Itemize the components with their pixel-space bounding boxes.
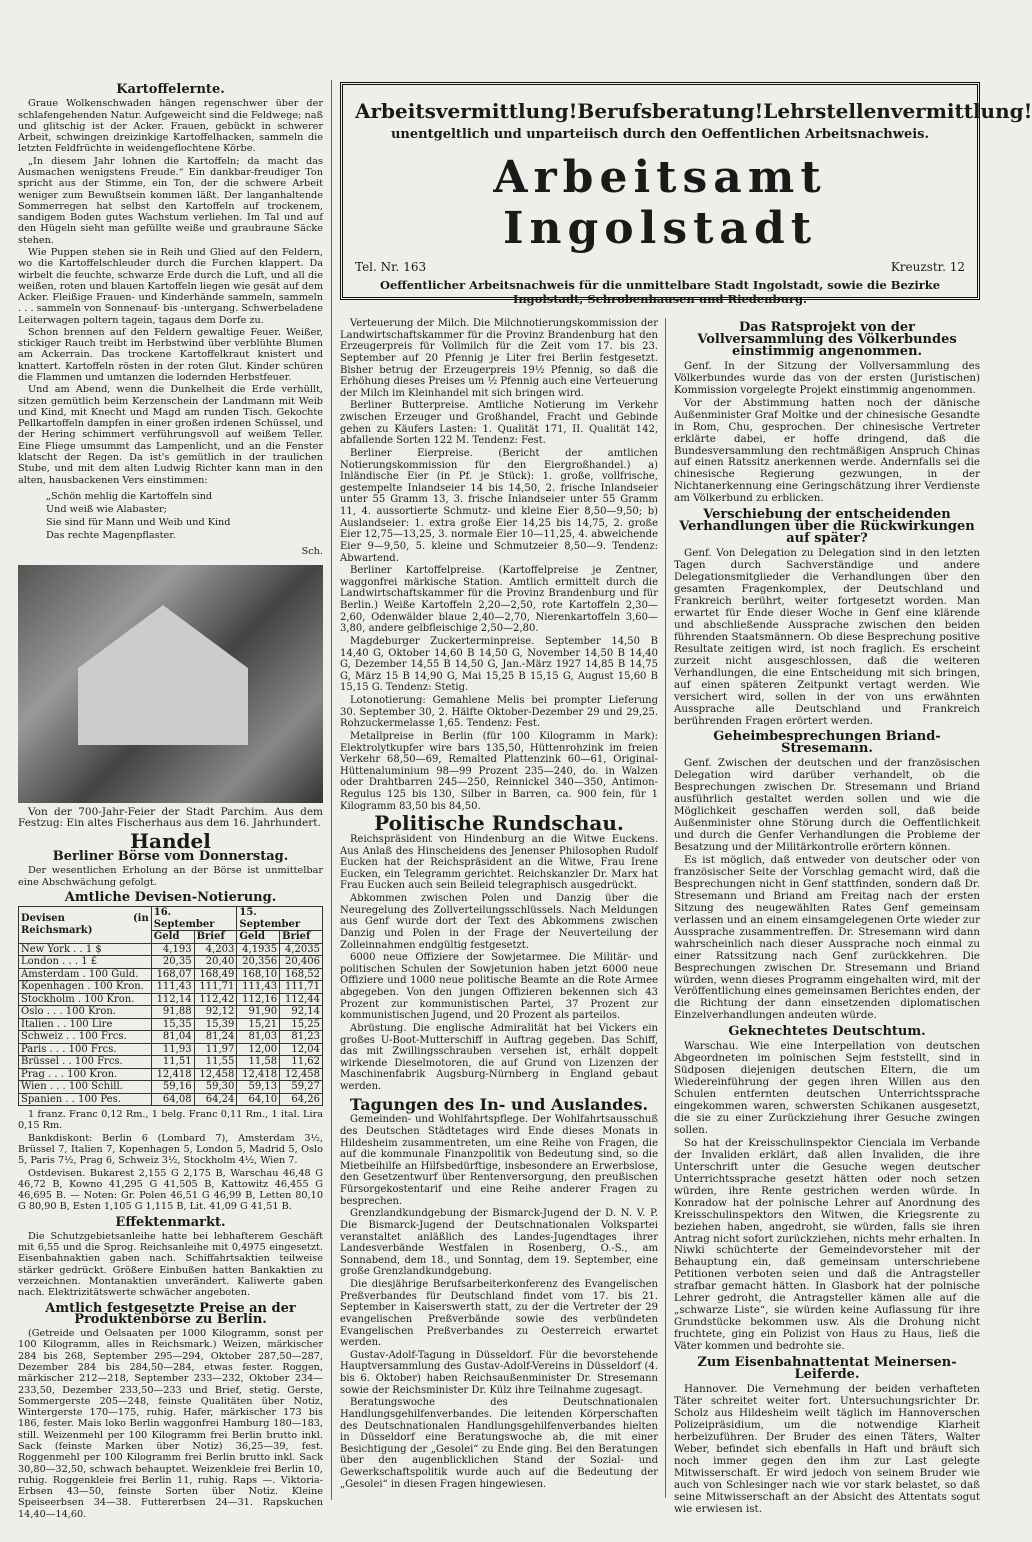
paragraph: Magdeburger Zuckerterminpreise. September 14,50 B 14,40 G, Oktober 14,60 B 14,50 G, November 14,50 B 14,40 G, Dezember 14,55 B 14,50 G, Jan.-März 1927 14,85 B 14,75 G, März 15 B 14,90 G, Mai 15,25 B 15,15 G, August 15,60 B 15,15 G. Tendenz: Stetig. [340,635,658,694]
paragraph: „In diesem Jahr lohnen die Kartoffeln; da macht das Ausmachen wenigstens Freude.“ Ein dankbar-freudiger Ton spricht aus der Stimme, ein Ton, der die schwere Arbeit weniger zum Bewußtsein kommen läßt. Der langanhaltende Sommerregen hat selbst den Kartoffeln auf trockenem, sandigem Boden gutes Wachstum verliehen. Im Tal und auf den Hügeln sieht man gefüllte weiße und graubraune Säcke stehen. [18,155,323,246]
table-header: Brief [194,931,237,944]
table-cell: 11,58 [237,1056,280,1069]
poem-line: Sie sind für Mann und Weib und Kind [46,516,231,528]
table-cell: 64,10 [237,1093,280,1106]
table-row [19,943,323,956]
table-cell: Italien . . 100 Lire [19,1018,152,1031]
devisen-table [18,906,323,1106]
paragraph: Gemeinden- und Wohlfahrtspflege. Der Wohlfahrtsausschuß des Deutschen Städtetages wird Ende dieses Monats in Hildesheim zusammentreten, um eine Reihe von Fragen, die auf die kommunale Finanzpolitik von Bedeutung sind, so die Mietbeihilfe an Hilfsbedürftige, insbesondere an Erwerbslose, den Gesetzentwurf über Rentenversorgung, den preußischen Fürsorgekostentarif und eine Reihe anderer Fragen zu besprechen. [340,1114,658,1207]
paragraph: Abkommen zwischen Polen und Danzig über die Neuregelung des Zollverteilungsschlüssels. Nach Meldungen aus Genf wurde dort der Text des Abkommens zwischen Danzig und Polen in der Frage der Neuverteilung der Zolleinnahmen endgültig festgesetzt. [340,893,658,951]
table-body [19,943,323,1106]
paragraph: Vor der Abstimmung hatten noch der dänische Außenminister Graf Moltke und der chinesische Gesandte in Rom, Chu, gesprochen. Der chinesische Vertreter erklärte dabei, er hoffe dringend, daß die Bundesversammlung den rechtmäßigen Anspruch Chinas auf einen Ratssitz anerkennen werde. Andernfalls sei die chinesische Regierung gezwungen, in der Nichtanerkennung eine Geringschätzung ihrer Verdienste am Völkerbund zu erblicken. [674,396,980,505]
paragraph: Abrüstung. Die englische Admiralität hat bei Vickers ein großes U-Boot-Mutterschiff in Auftrag gegeben. Das Schiff, das mit Zwillingsschrauben versehen ist, erhält doppelt wirkende Dieselmotoren, die auf Grund von Lizenzen der Maschinenfabrik Augsburg-Nürnberg in England gebaut werden. [340,1022,658,1092]
paragraph: (Getreide und Oelsaaten per 1000 Kilogramm, sonst per 100 Kilogramm, alles in Reichsmark.) Weizen, märkischer 284 bis 268, September 295—294, Oktober 287,50—287, Dezember 284 bis 284,50—284, etwas fester. Roggen, märkischer 212—218, September 233—232, Oktober 234—233,50, Dezember 233,50—233 und Brief, stetig. Gerste, Sommergerste 205—248, feinste Qualitäten über Notiz, Wintergerste 170—175, ruhig. Hafer, märkischer 173 bis 186, fester. Mais loko Berlin waggonfrei Hamburg 180—183, still. Weizenmehl per 100 Kilogramm frei Berlin brutto inkl. Sack (feinste Marken über Notiz) 36,25—39, fest. Roggenmehl per 100 Kilogramm frei Berlin brutto inkl. Sack 30,80—32,50, schwach behauptet. Weizenkleie frei Berlin 10, ruhig. Roggenkleie frei Berlin 11, ruhig. Raps —. Viktoria-Erbsen 43—50, feinste Sorten über Notiz. Kleine Speiseerbsen 34—38. Futtererbsen 24—31. Rapskuchen 14,40—14,60. [18,1328,323,1520]
paragraph: Grenzlandkundgebung der Bismarck-Jugend der D. N. V. P. Die Bismarck-Jugend der Deutschnationalen Volkspartei veranstaltet anläßlich des Landes-Jugendtages ihrer Landesverbände Westfalen in Rosenberg, O.-S., am Sonnabend, dem 18., und Sonntag, dem 19. September, eine große Grenzlandkundgebung. [340,1208,658,1278]
paragraph: Beratungswoche des Deutschnationalen Handlungsgehilfenverbandes. Die leitenden Körperschaften des Deutschnationalen Handlungsgehilfenverbandes hielten in Düsseldorf eine Beratungswoche ab, die mit einer Besichtigung der „Gesolei“ zu Ende ging. Bei den Beratungen über den augenblicklichen Stand der Sozial- und Gewerkschaftspolitik wurde auch auf die Bedeutung der „Gesolei“ in diesen Fragen hingewiesen. [340,1397,658,1490]
column-right [674,318,980,1516]
column-middle [340,318,658,1491]
section-title-politische-rundschau: Politische Rundschau. [374,811,624,836]
article-title-eisenbahnattentat: Zum Eisenbahnattentat Meinersen-Leiferde. [697,1355,957,1383]
table-cell: 112,42 [194,993,237,1006]
table-cell: 91,88 [151,1006,194,1019]
table-cell: 168,49 [194,968,237,981]
table-cell: 168,10 [237,968,280,981]
table-cell: Wien . . . 100 Schill. [19,1081,152,1094]
paragraph: Berliner Kartoffelpreise. (Kartoffelpreise je Zentner, waggonfrei märkische Station. Amtlich ermittelt durch die Landwirtschaftskammer für die Provinz Brandenburg und für Berlin.) Weiße Kartoffeln 2,20—2,50, rote Kartoffeln 2,30—2,60, Odenwälder blaue 2,40—2,70, Nierenkartoffeln 3,60—3,80, andere gelbfleischige 2,50—2,80. [340,565,658,635]
table-row [19,956,323,969]
table-cell: 4,1935 [237,943,280,956]
paragraph: Die diesjährige Berufsarbeiterkonferenz des Evangelischen Preßverbandes für Deutschland findet vom 17. bis 21. September in Kaiserswerth statt, zu der die Vertreter der 29 evangelischen Preßverbände sowie des verbündeten Evangelischen Preßverbandes zu Oesterreich erwartet werden. [340,1279,658,1349]
section-title-handel: Handel [130,828,211,853]
table-cell: 12,00 [237,1043,280,1056]
paragraph: Hannover. Die Vernehmung der beiden verhafteten Täter schreitet weiter fort. Untersuchungsrichter Dr. Scholz aus Hildesheim weilt täglich im Hannoverschen Polizeipräsidium, um die notwendige Klarheit herbeizuführen. Der Bruder des einen Täters, Walter Weber, befindet sich ebenfalls in Haft und bräuft sich noch immer gegen den ihm zur Last gelegte Mitwisserschaft. Er wird jedoch von seinem Bruder wie auch von Schlesinger nach wie vor stark belastet, so daß seine Mitwisserschaft an der Absicht des Attentats sogut wie erwiesen ist. [674,1382,980,1515]
article-title-effekten: Effektenmarkt. [115,1214,226,1230]
table-row [19,981,323,994]
article-title-verschiebung: Verschiebung der entscheidenden Verhandlungen über die Rückwirkungen auf später? [679,507,975,547]
table-row [19,1068,323,1081]
paragraph: Verteuerung der Milch. Die Milchnotierungskommission der Landwirtschaftskammer für die Provinz Brandenburg hat den Erzeugerpreis für Vollmilch für die Zeit vom 17. bis 23. September auf 20 Pfennig je Liter frei Berlin festgesetzt. Bisher betrug der Erzeugerpreis 19½ Pfennig, so daß die Erhöhung dieses Preises um ½ Pfennig auch eine Verteuerung der Milch im Kleinhandel mit sich bringen wird. [340,318,658,399]
signature: Sch. [301,545,323,557]
table-cell: 59,16 [151,1081,194,1094]
table-row [19,1081,323,1094]
table-cell: 15,39 [194,1018,237,1031]
table-row [19,993,323,1006]
table-cell: 112,44 [280,993,323,1006]
paragraph: Warschau. Wie eine Interpellation von deutschen Abgeordneten im polnischen Sejm feststellt, sind in Südposen diejenigen deutschen Eltern, die um Wiedereinführung der gegen ihren Willen aus den Schulen entfernten deutschen Unterrichtssprache eingekommen waren, schwersten Schikanen ausgesetzt, die sie zu einer Zurückziehung ihrer Gesuche zwingen sollen. [674,1040,980,1136]
table-cell: Schweiz . . 100 Frcs. [19,1031,152,1044]
paragraph: 6000 neue Offiziere der Sowjetarmee. Die Militär- und politischen Schulen der Sowjetunion haben jetzt 6000 neue Offiziere und 1000 neue politische Beamte an die Rote Armee abgegeben. Von den jungen Offizieren bekennen sich 43 Prozent zur kommunistischen Partei, 37 Prozent zur kommunistischen Jugend, und 20 Prozent als parteilos. [340,952,658,1022]
table-header: Devisen (in Reichsmark) [19,907,152,944]
table-cell: 4,203 [194,943,237,956]
table-cell: 20,356 [237,956,280,969]
column-left [18,80,323,1521]
table-cell: 112,14 [151,993,194,1006]
poem [46,490,323,542]
paragraph: Graue Wolkenschwaden hängen regenschwer über der schlafengehenden Natur. Aufgeweicht sind die Feldwege; naß und glitschig ist der Acker. Frauen, gebückt in schwerer Arbeit, schwingen dreizinkige Kartoffelhacken, sammeln die letzten Feldfrüchte in weidengeflochtene Körbe. [18,98,323,155]
table-cell: 15,21 [237,1018,280,1031]
paragraph: Metallpreise in Berlin (für 100 Kilogramm in Mark): Elektrolytkupfer wire bars 135,50, Hüttenrohzink im freien Verkehr 68,50—69, Remalted Plattenzink 60—61, Original-Hüttenaluminium 98—99 Prozent 235—240, do. in Walzen oder Drahtbarren 245—250, Reinnickel 340—350, Antimon-Regulus 125 bis 130, Silber in Barren, ca. 900 fein, für 1 Kilogramm 83,50 bis 84,50. [340,730,658,812]
table-cell: 64,26 [280,1093,323,1106]
table-header: 16. September [151,907,237,931]
table-cell: 12,458 [194,1068,237,1081]
ad-subline: unentgeltlich und unparteiisch durch den Oeffentlichen Arbeitsnachweis. [390,127,929,142]
table-cell: 12,458 [280,1068,323,1081]
table-cell: 20,406 [280,956,323,969]
paragraph: Genf. In der Sitzung der Vollversammlung des Völkerbundes wurde das von der ersten (Juristischen) Kommission vorgelegte Projekt einstimmig angenommen. [674,359,980,396]
table-cell: 64,24 [194,1093,237,1106]
paragraph: So hat der Kreisschulinspektor Cienciala im Verbande der Invaliden erklärt, daß allen Invaliden, die ihre Unterschrift unter die Gesuche wegen deutscher Unterrichtssprache gesetzt hätten oder noch setzen würden, ihre Rente gestrichen werden würde. In Konradow hat der polnische Lehrer auf Anordnung des Kreisschulinspektors den Witwen, die Kriegsrente zu beziehen haben, angedroht, sie würden, falls sie ihren Antrag nicht sofort zurückziehen, nichts mehr erhalten. In Niwki schüchterte der Gemeindevorsteher mit der Behauptung ein, daß gemeinsam unterschriebene Petitionen verboten seien und daß die Antragsteller strafbar gemacht hätten. In Glasbork hat der polnische Lehrer gedroht, die Antragsteller kämen alle auf die „schwarze Liste“, sie würden keine Auflassung für ihre Grundstücke bekommen usw. Als die Drohung nicht fruchtete, ging ein Polizist von Haus zu Haus, ließ die Väter kommen und bedrohte sie. [674,1136,980,1353]
table-cell: 81,03 [237,1031,280,1044]
advertisement-arbeitsamt [340,82,1032,306]
ad-headline: Lehrstellenvermittlung! [763,99,1032,123]
table-cell: 112,16 [237,993,280,1006]
paragraph: Gustav-Adolf-Tagung in Düsseldorf. Für die bevorstehende Hauptversammlung des Gustav-Adolf-Vereins in Düsseldorf (4. bis 6. Oktober) haben Reichsaußenminister Dr. Stresemann sowie der Reichsminister Dr. Külz ihre Teilnahme zugesagt. [340,1349,658,1396]
table-cell: 168,52 [280,968,323,981]
table-cell: 81,24 [194,1031,237,1044]
poem-line: „Schön mehlig die Kartoffeln sind [46,490,213,502]
table-cell: 168,07 [151,968,194,981]
paragraph: Ostdevisen. Bukarest 2,155 G 2,175 B, Warschau 46,48 G 46,72 B, Kowno 41,295 G 41,505 B, Kattowitz 46,455 G 46,695 B. — Noten: Gr. Polen 46,51 G 46,99 B, Letten 80,10 G 80,90 B, Esten 1,105 G 1,115 B, Lit. 41,09 G 41,51 B. [18,1167,323,1213]
paragraph: Der wesentlichen Erholung an der Börse ist unmittelbar eine Abschwächung gefolgt. [18,865,323,888]
table-header: Geld [151,931,194,944]
paragraph: Bankdiskont: Berlin 6 (Lombard 7), Amsterdam 3½, Brüssel 7, Italien 7, Kopenhagen 5, London 5, Madrid 5, Oslo 5, Paris 7½, Prag 6, Schweiz 3½, Stockholm 4½, Wien 7. [18,1132,323,1167]
section-title-tagungen: Tagungen des In- und Auslandes. [349,1094,649,1114]
table-cell: 11,62 [280,1056,323,1069]
table-cell: Paris . . . 100 Frcs. [19,1043,152,1056]
table-cell: 92,12 [194,1006,237,1019]
column-rule-right [665,318,666,1498]
article-title-ratsprojekt: Das Ratsprojekt von der Vollversammlung des Völkerbundes einstimmig angenommen. [697,320,957,359]
table-header: Geld [237,931,280,944]
table-cell: 4,193 [151,943,194,956]
photo-fischerhaus [18,565,323,803]
article-title-devisen: Amtliche Devisen-Notierung. [64,889,277,905]
table-cell: 15,35 [151,1018,194,1031]
table-cell: 111,43 [237,981,280,994]
table-cell: Brüssel . . 100 Frcs. [19,1056,152,1069]
table-cell: 12,418 [151,1068,194,1081]
ad-address: Kreuzstr. 12 [890,260,965,274]
table-row [19,968,323,981]
table-cell: New York . . 1 $ [19,943,152,956]
table-cell: 11,55 [194,1056,237,1069]
paragraph: Lotonotierung: Gemahlene Melis bei prompter Lieferung 30. September 30, 2. Hälfte Oktober-Dezember 29 und 29,25. Rohzuckermelasse 1,65. Tendenz: Fest. [340,695,658,730]
photo-caption: Von der 700-Jahr-Feier der Stadt Parchim. Aus dem Festzug: Ein altes Fischerhaus aus dem 16. Jahrhundert. [18,806,323,830]
article-title-produkten: Amtlich festgesetzte Preise an der Produktenbörse zu Berlin. [45,1300,296,1327]
article-title-geheimbesprechungen: Geheimbesprechungen Briand-Stresemann. [713,729,941,757]
table-cell: 81,23 [280,1031,323,1044]
paragraph: Die Schutzgebietsanleihe hatte bei lebhafterem Geschäft mit 6,55 und die Sprog. Reichsanleihe mit 0,4975 eingesetzt. Eisenbahnaktien gaben nach. Schiffahrtsaktien teilweise stärker gedrückt. Größere Einbußen hatten Bankaktien zu verzeichnen. Montanaktien unverändert. Kaliwerte gaben nach. Elektrizitätswerte schwächer angeboten. [18,1230,323,1299]
table-cell: Amsterdam . 100 Guld. [19,968,152,981]
table-cell: 12,418 [237,1068,280,1081]
paragraph: Berliner Eierpreise. (Bericht der amtlichen Notierungskommission für den Eiergroßhandel.) a) Inländische Eier (in Pf. je Stück): 1. große, vollfrische, gestempelte Inlandseier 14 bis 14,50, 2. frische Inlandseier unter 55 Gramm 13, 3. frische Inlandseier unter 55 Gramm 11, 4. aussortierte Schmutz- und kleine Eier 8,50—9,50; b) Auslandseier: 1. extra große Eier 14,25 bis 14,75, 2. große Eier 12,75—13,25, 3. normale Eier 10—11,25, 4. abweichende Eier 9—9,50, 5. kleine und Schmutzeier 8,50—9. Tendenz: Abwartend. [340,447,658,564]
table-cell: 59,13 [237,1081,280,1094]
table-cell: 111,71 [280,981,323,994]
table-cell: 59,30 [194,1081,237,1094]
article-title-boerse: Berliner Börse vom Donnerstag. [52,848,289,864]
table-cell: Stockholm . 100 Kron. [19,993,152,1006]
paragraph: Schon brennen auf den Feldern gewaltige Feuer. Weißer, stickiger Rauch treibt im Herbstwind über verblühte Blumen am Ackerrain. Das trockene Kartoffelkraut knistert und knattert. Kartoffeln rösten in der roten Glut. Kinder schüren die Flammen und umtanzen die lodernden Herbstfeuer. [18,326,323,384]
article-title-deutschtum: Geknechtetes Deutschtum. [728,1024,926,1040]
paragraph: Und am Abend, wenn die Dunkelheit die Erde verhüllt, sitzen gemütlich beim Kerzenschein der Landmann mit Weib und Kind, mit Knecht und Magd am runden Tisch. Gekochte Pellkartoffeln dampfen in einer großen irdenen Schüssel, und der Hering schimmert verführungsvoll auf weißem Teller. Eine Fliege umsummt das Lampenlicht, und an die Fenster klatscht der Regen. Da ist's gemütlich in der traulichen Stube, und mit dem alten Ludwig Richter kann man in den alten, hausbackenen Vers einstimmen: [18,384,323,486]
paragraph: Es ist möglich, daß entweder von deutscher oder von französischer Seite der Vorschlag gemacht wird, daß die Besprechungen nicht in Genf stattfinden, sondern daß Dr. Stresemann und Briand am Freitag nach der ersten Sitzung des neugewählten Rates Genf gemeinsam verlassen und an einem einsamgelegenen Orte wieder zur Aussprache zusammentreffen. Dr. Stresemann wird dann wahrscheinlich nach dieser Aussprache noch einmal zu einer Ratssitzung nach Genf zurückkehren. Die Besprechungen zwischen Dr. Stresemann und Briand würden, wenn dieses Programm eingehalten wird, mit der Veröffentlichung eines gemeinsamen Berichtes enden, der die Richtung der dann einsetzenden diplomatischen Einzelverhandlungen andeuten würde. [674,853,980,1022]
column-rule-left [331,80,332,1500]
table-row [19,1031,323,1044]
table-cell: 20,40 [194,956,237,969]
paragraph: 1 franz. Franc 0,12 Rm., 1 belg. Franc 0,11 Rm., 1 ital. Lira 0,15 Rm. [18,1109,323,1132]
table-cell: 91,90 [237,1006,280,1019]
table-row [19,1093,323,1106]
table-cell: Spanien . . 100 Pes. [19,1093,152,1106]
table-cell: 20,35 [151,956,194,969]
table-cell: 92,14 [280,1006,323,1019]
article-title-kartoffelernte: Kartoffelernte. [116,82,225,97]
table-cell: 11,97 [194,1043,237,1056]
table-row [19,1043,323,1056]
paragraph: Wie Puppen stehen sie in Reih und Glied auf den Feldern, wo die Kartoffelschleuder durch die Furchen klappert. Da wirbelt die feuchte, schwarze Erde durch die Luft, und all die weißen, roten und blauen Kartoffeln liegen wie gesät auf dem Acker. Fleißige Frauen- und Kinderhände sammeln, sammeln . . . sammeln von Sonnenauf- bis -untergang. Schwerbeladene Leiterwagen poltern tagein, tagaus dem Dorfe zu. [18,246,323,326]
poem-line: Und weiß wie Alabaster; [46,503,167,515]
table-header: Brief [280,931,323,944]
table-cell: Oslo . . . 100 Kron. [19,1006,152,1019]
table-cell: 15,25 [280,1018,323,1031]
table-cell: 81,04 [151,1031,194,1044]
table-cell: 4,2035 [280,943,323,956]
paragraph: Genf. Zwischen der deutschen und der französischen Delegation wird darüber verhandelt, ob die Besprechungen zwischen Dr. Stresemann und Briand ausführlich gestaltet werden sollen und wie die Möglichkeit geschaffen werden soll, daß beide Außenminister ohne Störung durch die Oeffentlichkeit und durch die Genfer Verhandlungen die Probleme der Besatzung und der Militärkontrolle erörtern können. [674,757,980,854]
ad-headline: Berufsberatung! [577,99,764,123]
table-cell: 12,04 [280,1043,323,1056]
table-cell: 111,43 [151,981,194,994]
ad-headline: Arbeitsvermittlung! [355,99,578,123]
ad-name: Arbeitsamt Ingolstadt [493,152,827,254]
poem-line: Das rechte Magenpflaster. [46,529,176,541]
table-cell: 111,71 [194,981,237,994]
table-cell: Kopenhagen . 100 Kron. [19,981,152,994]
table-cell: 64,08 [151,1093,194,1106]
table-cell: London . . . 1 £ [19,956,152,969]
table-row [19,1006,323,1019]
house-shape [78,605,248,745]
table-row [19,1018,323,1031]
paragraph: Reichspräsident von Hindenburg an die Witwe Euckens. Aus Anlaß des Hinscheidens des Jenenser Philosophen Rudolf Eucken hat der Reichspräsident an die Witwe, Frau Irene Eucken, ein Telegramm gerichtet. Reichskanzler Dr. Marx hat Frau Eucken auch sein Beileid telegraphisch ausgedrückt. [340,833,658,892]
ad-telephone: Tel. Nr. 163 [355,260,427,274]
table-header: 15. September [237,907,323,931]
table-cell: 11,51 [151,1056,194,1069]
table-cell: 11,93 [151,1043,194,1056]
ad-footer: Oeffentlicher Arbeitsnachweis für die unmittelbare Stadt Ingolstadt, sowie die Bezirke Ingolstadt, Schrobenhausen und Riedenburg. [379,278,941,306]
table-row [19,1056,323,1069]
table-cell: 59,27 [280,1081,323,1094]
paragraph: Genf. Von Delegation zu Delegation sind in den letzten Tagen durch Sachverständige und andere Delegationsmitglieder die Verhandlungen über den gesamten Fragenkomplex, der Deutschland und Frankreich berührt, weiter fortgesetzt worden. Man erwartet für Ende dieser Woche in Genf eine klärende und abschließende Aussprache zwischen den beiden führenden Staatsmännern. Ob diese Besprechung positive Resultate zeitigen wird, ist noch fraglich. Es erscheint zurzeit nicht ausgeschlossen, daß die weiteren Verhandlungen, die eine Entscheidung mit sich bringen, auf einen späteren Zeitpunkt vertagt werden. Wie versichert wird, sollen in der von uns erwähnten Aussprache alle Deutschland und Frankreich berührenden Fragen erörtert werden. [674,547,980,727]
paragraph: Berliner Butterpreise. Amtliche Notierung im Verkehr zwischen Erzeuger und Großhandel, Fracht und Gebinde gehen zu Käufers Lasten: 1. Qualität 171, II. Qualität 142, abfallende Sorten 122 M. Tendenz: Fest. [340,400,658,447]
table-cell: Prag . . . 100 Kron. [19,1068,152,1081]
